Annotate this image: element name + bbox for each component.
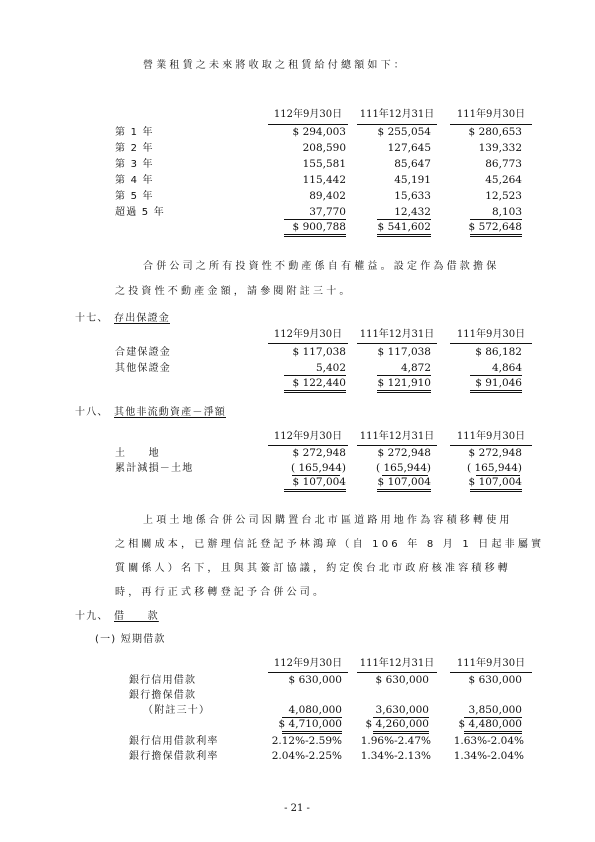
s18-header-2: 111年12月31日 bbox=[359, 431, 435, 442]
lease-intro: 營業租賃之未來將收取之租賃給付總額如下： bbox=[143, 60, 407, 71]
lease-paragraph-line: 合併公司之所有投資性不動產係自有權益。設定作為借款擔保 bbox=[143, 261, 500, 272]
s19-total: $ 4,480,000 bbox=[458, 718, 522, 730]
header-rule bbox=[357, 124, 437, 125]
total-double-rule bbox=[377, 234, 431, 237]
s19-rate-cell: 1.96%-2.47% bbox=[360, 735, 431, 747]
section-19-number: 十九、 bbox=[75, 611, 109, 622]
subtotal-rule bbox=[284, 375, 346, 376]
s19-cell: $ 630,000 bbox=[375, 674, 429, 686]
lease-header-2: 111年12月31日 bbox=[359, 109, 435, 120]
s18-cell: $ 272,948 bbox=[377, 447, 431, 459]
lease-cell: 115,442 bbox=[302, 174, 346, 186]
lease-cell: 155,581 bbox=[302, 158, 346, 170]
lease-paragraph-line: 之投資性不動產金額，請參閱附註三十。 bbox=[115, 286, 353, 297]
s17-total: $ 91,046 bbox=[475, 377, 522, 389]
total-double-rule bbox=[470, 489, 522, 492]
s19-row-label: 銀行擔保借款 bbox=[129, 690, 197, 701]
subtotal-rule bbox=[284, 219, 346, 220]
lease-cell: 127,645 bbox=[387, 142, 431, 154]
s17-total: $ 121,910 bbox=[377, 377, 431, 389]
s17-header-1: 112年9月30日 bbox=[273, 329, 343, 340]
header-rule bbox=[268, 124, 348, 125]
total-double-rule bbox=[282, 731, 342, 734]
lease-header-1: 112年9月30日 bbox=[273, 109, 343, 120]
s19-total: $ 4,710,000 bbox=[278, 718, 342, 730]
s19-rate-label: 銀行擔保借款利率 bbox=[129, 751, 219, 762]
header-rule bbox=[450, 445, 532, 446]
page-number: - 21 - bbox=[284, 803, 310, 814]
lease-cell: 8,103 bbox=[491, 206, 522, 218]
lease-cell: 12,432 bbox=[394, 206, 431, 218]
lease-cell: $ 280,653 bbox=[468, 126, 522, 138]
lease-cell: 86,773 bbox=[485, 158, 522, 170]
s18-paragraph-line: 之相關成本，已辦理信託登記予林鴻璋（自 106 年 8 月 1 日起非屬實 bbox=[115, 539, 545, 550]
lease-cell: 208,590 bbox=[302, 142, 346, 154]
s19-rate-cell: 1.63%-2.04% bbox=[453, 735, 524, 747]
section-19-title: 借 款 bbox=[114, 611, 159, 622]
lease-row-label: 超過 5 年 bbox=[115, 207, 165, 218]
s17-header-2: 111年12月31日 bbox=[359, 329, 435, 340]
s17-row-label: 合建保證金 bbox=[115, 347, 171, 358]
total-double-rule bbox=[377, 390, 431, 393]
s17-cell: 4,864 bbox=[491, 362, 522, 374]
s18-header-1: 112年9月30日 bbox=[273, 431, 343, 442]
header-rule bbox=[450, 672, 532, 673]
lease-total: $ 900,788 bbox=[292, 221, 346, 233]
s17-cell: 4,872 bbox=[400, 362, 431, 374]
s19-cell: 4,080,000 bbox=[288, 704, 342, 716]
s18-paragraph-line: 上項土地係合併公司因購置台北市區道路用地作為容積移轉使用 bbox=[143, 515, 513, 526]
s19-subsection-title: (一) 短期借款 bbox=[95, 634, 166, 645]
lease-cell: $ 255,054 bbox=[377, 126, 431, 138]
section-17-title: 存出保證金 bbox=[114, 313, 170, 324]
section-17-number: 十七、 bbox=[75, 313, 109, 324]
header-rule bbox=[268, 672, 348, 673]
lease-cell: 89,402 bbox=[309, 190, 346, 202]
s17-cell: 5,402 bbox=[315, 362, 346, 374]
section-18-title: 其他非流動資產－淨額 bbox=[114, 407, 226, 418]
s18-cell: $ 272,948 bbox=[292, 447, 346, 459]
section-18-number: 十八、 bbox=[75, 407, 109, 418]
lease-cell: 15,633 bbox=[394, 190, 431, 202]
lease-cell: 37,770 bbox=[309, 206, 346, 218]
s19-rate-cell: 1.34%-2.04% bbox=[453, 750, 524, 762]
total-double-rule bbox=[284, 234, 346, 237]
s17-cell: $ 117,038 bbox=[292, 346, 346, 358]
subtotal-rule bbox=[377, 375, 431, 376]
s18-total: $ 107,004 bbox=[377, 476, 431, 488]
subtotal-rule bbox=[470, 375, 522, 376]
s19-row-label-note: （附註三十） bbox=[143, 705, 211, 716]
s17-cell: $ 86,182 bbox=[475, 346, 522, 358]
s19-rate-label: 銀行信用借款利率 bbox=[129, 736, 219, 747]
s17-cell: $ 117,038 bbox=[377, 346, 431, 358]
s19-rate-cell: 2.12%-2.59% bbox=[271, 735, 342, 747]
total-double-rule bbox=[284, 390, 346, 393]
s18-total: $ 107,004 bbox=[468, 476, 522, 488]
header-rule bbox=[450, 343, 532, 344]
header-rule bbox=[268, 343, 348, 344]
s19-cell: 3,630,000 bbox=[375, 704, 429, 716]
lease-cell: 139,332 bbox=[478, 142, 522, 154]
s19-cell: $ 630,000 bbox=[288, 674, 342, 686]
lease-row-label: 第 1 年 bbox=[115, 127, 154, 138]
s19-cell: $ 630,000 bbox=[468, 674, 522, 686]
s19-header-1: 112年9月30日 bbox=[273, 658, 343, 669]
s18-cell: $ 272,948 bbox=[468, 447, 522, 459]
header-rule bbox=[268, 445, 348, 446]
s19-rate-cell: 1.34%-2.13% bbox=[360, 750, 431, 762]
lease-row-label: 第 5 年 bbox=[115, 191, 154, 202]
s17-total: $ 122,440 bbox=[292, 377, 346, 389]
s19-header-2: 111年12月31日 bbox=[359, 658, 435, 669]
lease-row-label: 第 2 年 bbox=[115, 143, 154, 154]
s19-total: $ 4,260,000 bbox=[365, 718, 429, 730]
s18-row-label: 累計減損－土地 bbox=[115, 463, 194, 474]
lease-cell: 12,523 bbox=[485, 190, 522, 202]
s19-row-label: 銀行信用借款 bbox=[129, 675, 197, 686]
header-rule bbox=[450, 124, 532, 125]
lease-cell: 45,264 bbox=[485, 174, 522, 186]
total-double-rule bbox=[470, 390, 522, 393]
total-double-rule bbox=[284, 489, 346, 492]
lease-cell: $ 294,003 bbox=[292, 126, 346, 138]
s19-cell: 3,850,000 bbox=[468, 704, 522, 716]
s18-paragraph-line: 質關係人）名下，且與其簽訂協議，約定俟台北市政府核准容積移轉 bbox=[115, 563, 511, 574]
s18-cell: ( 165,944) bbox=[467, 462, 522, 474]
s18-cell: ( 165,944) bbox=[376, 462, 431, 474]
s17-row-label: 其他保證金 bbox=[115, 363, 171, 374]
header-rule bbox=[357, 445, 437, 446]
s18-total: $ 107,004 bbox=[292, 476, 346, 488]
subtotal-rule bbox=[470, 219, 522, 220]
header-rule bbox=[357, 672, 437, 673]
lease-total: $ 572,648 bbox=[468, 221, 522, 233]
lease-cell: 45,191 bbox=[394, 174, 431, 186]
total-double-rule bbox=[470, 234, 522, 237]
s18-paragraph-line: 時，再行正式移轉登記予合併公司。 bbox=[115, 587, 327, 598]
lease-cell: 85,647 bbox=[394, 158, 431, 170]
s19-header-3: 111年9月30日 bbox=[456, 658, 526, 669]
lease-header-3: 111年9月30日 bbox=[456, 109, 526, 120]
s18-cell: ( 165,944) bbox=[291, 462, 346, 474]
header-rule bbox=[357, 343, 437, 344]
lease-total: $ 541,602 bbox=[377, 221, 431, 233]
s17-header-3: 111年9月30日 bbox=[456, 329, 526, 340]
total-double-rule bbox=[373, 731, 429, 734]
lease-row-label: 第 4 年 bbox=[115, 175, 154, 186]
total-double-rule bbox=[377, 489, 431, 492]
total-double-rule bbox=[464, 731, 522, 734]
subtotal-rule bbox=[377, 219, 431, 220]
s19-rate-cell: 2.04%-2.25% bbox=[271, 750, 342, 762]
s18-row-label: 土 地 bbox=[115, 448, 160, 459]
lease-row-label: 第 3 年 bbox=[115, 159, 154, 170]
s18-header-3: 111年9月30日 bbox=[456, 431, 526, 442]
